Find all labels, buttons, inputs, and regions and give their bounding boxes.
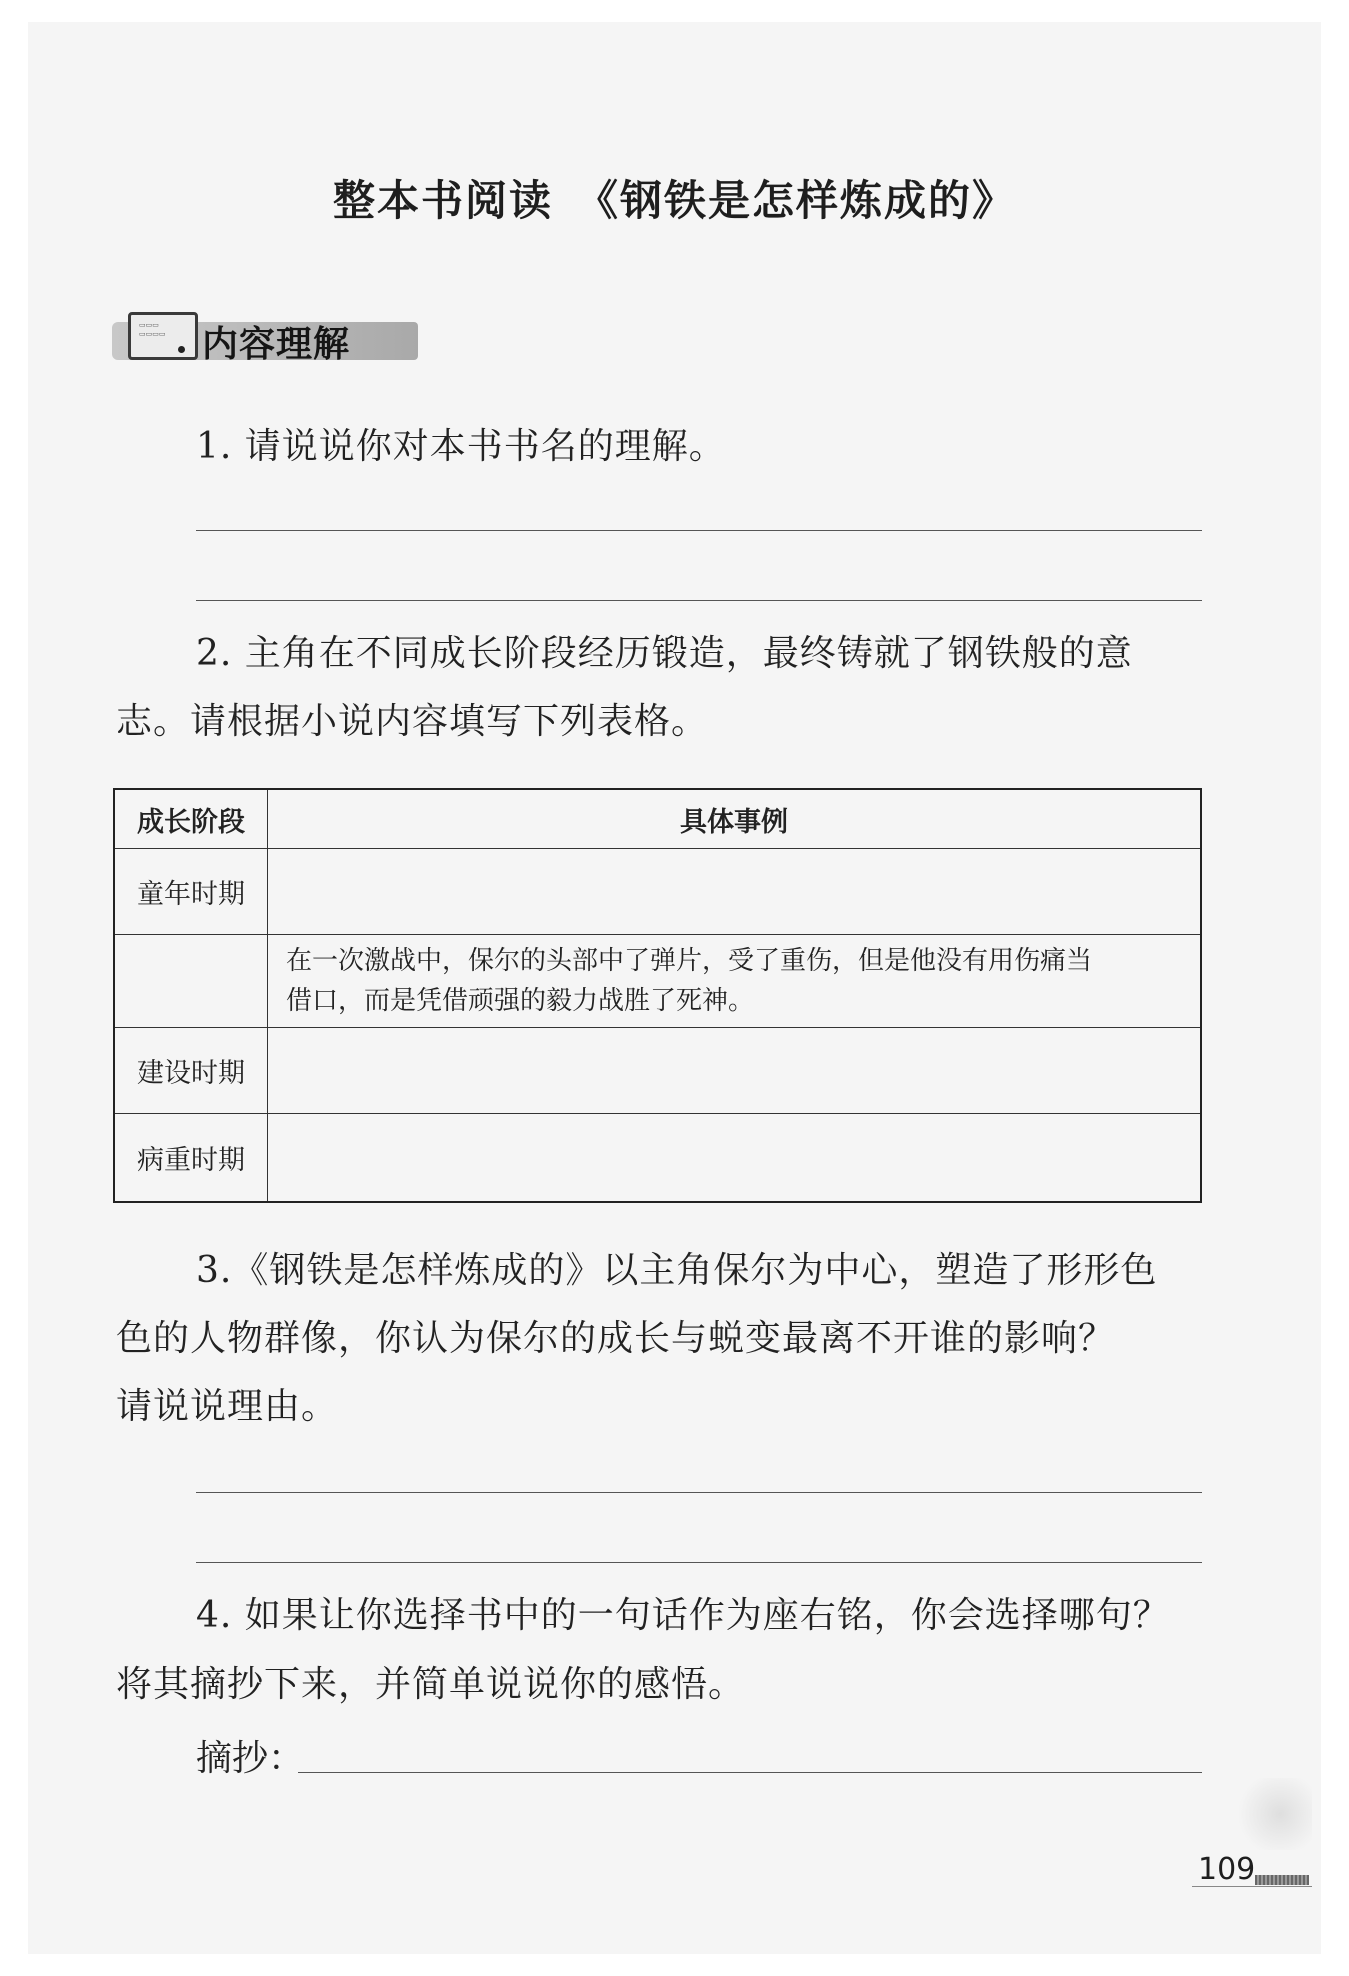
section-header: [112, 310, 420, 366]
stage-cell: 病重时期: [114, 1114, 268, 1202]
table-header-row: [114, 789, 1201, 849]
example-text-line-2: 借口，而是凭借顽强的毅力战胜了死神。: [286, 986, 755, 1016]
question-4-line-1: 4. 如果让你选择书中的一句话作为座右铭，你会选择哪句？: [196, 1595, 1170, 1636]
table-row: [114, 1114, 1201, 1202]
question-2-line-2: 志。请根据小说内容填写下列表格。: [116, 701, 709, 742]
table-header-example: 具体事例: [268, 789, 1202, 849]
stage-cell: 童年时期: [114, 849, 268, 935]
question-3-line-3: 请说说理由。: [116, 1386, 339, 1427]
copy-answer-line[interactable]: [298, 1772, 1202, 1773]
example-cell-input[interactable]: [268, 1114, 1202, 1202]
question-3-line-1: 3.《钢铁是怎样炼成的》以主角保尔为中心，塑造了形形色: [196, 1250, 1158, 1291]
answer-line[interactable]: [196, 1562, 1202, 1563]
table-header-stage: 成长阶段: [114, 789, 268, 849]
question-2-line-1: 2. 主角在不同成长阶段经历锻造，最终铸就了钢铁般的意: [196, 633, 1133, 674]
answer-line[interactable]: [196, 600, 1202, 601]
question-3-line-2: 色的人物群像，你认为保尔的成长与蜕变最离不开谁的影响？: [116, 1318, 1116, 1359]
page-number-underline: [1192, 1886, 1312, 1887]
corner-decoration: [1232, 1778, 1312, 1850]
page-title: 整本书阅读 《钢铁是怎样炼成的》: [332, 176, 1016, 225]
stage-cell: 建设时期: [114, 1028, 268, 1114]
table-row: [114, 849, 1201, 935]
answer-line[interactable]: [196, 530, 1202, 531]
growth-stage-table: [113, 788, 1202, 1203]
answer-line[interactable]: [196, 1492, 1202, 1493]
stage-cell-input[interactable]: [114, 935, 268, 1028]
copy-label: 摘抄：: [196, 1738, 305, 1779]
example-cell-input[interactable]: [268, 1028, 1202, 1114]
example-cell: [268, 935, 1202, 1028]
page-number: 109: [1198, 1852, 1256, 1887]
example-text-line-1: 在一次激战中，保尔的头部中了弹片，受了重伤，但是他没有用伤痛当: [286, 946, 1093, 976]
table-row: [114, 1028, 1201, 1114]
page-number-bar: [1255, 1875, 1309, 1885]
table-row: [114, 935, 1201, 1028]
book-icon: ▭▭▭ ▭▭▭▭: [128, 312, 198, 360]
example-cell-input[interactable]: [268, 849, 1202, 935]
question-1-text: 1. 请说说你对本书书名的理解。: [196, 426, 726, 467]
section-label: 内容理解: [202, 324, 351, 365]
question-4-line-2: 将其摘抄下来，并简单说说你的感悟。: [116, 1664, 746, 1705]
